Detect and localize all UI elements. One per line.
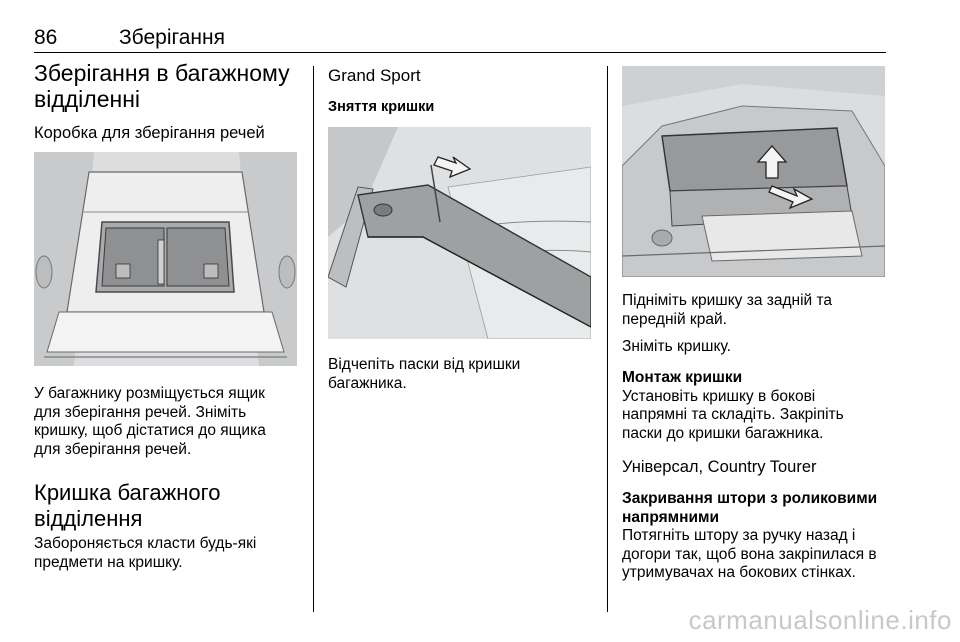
- remove-step: Зніміть кришку.: [622, 338, 731, 355]
- lift-paragraph: Підніміть кришку за задній та передній край.: [622, 292, 833, 328]
- watermark: carmanualsonline.info: [688, 605, 952, 635]
- wagon-title: Універсал, Country Tourer: [622, 458, 817, 476]
- install-paragraph: Установіть кришку в бокові напрямні та складіть. Закріпіть паски до кришки багажника.: [622, 387, 844, 442]
- strap-paragraph: Відчепіть паски від кришки багажника.: [328, 356, 521, 392]
- section-title-cover: Кришка багажного відділення: [34, 480, 221, 531]
- model-title: Grand Sport: [328, 66, 421, 85]
- figure-cover-lift: [622, 66, 885, 277]
- column-2: [328, 66, 598, 117]
- figure-storage-box: [34, 152, 297, 366]
- column-divider-1: [313, 66, 314, 612]
- column-2-lower: [328, 356, 598, 393]
- page-header: [34, 22, 886, 53]
- column-1: [34, 60, 302, 143]
- page-number: 86: [34, 26, 58, 49]
- figure-cover-strap: [328, 127, 591, 339]
- column-1-lower: [34, 385, 302, 572]
- removal-title: Зняття кришки: [328, 99, 435, 115]
- column-divider-2: [607, 66, 608, 612]
- blind-paragraph: Потягніть штору за ручку назад і догори так, щоб вона закріпилася в утримувачах на бокових стінках.: [622, 527, 877, 581]
- cover-paragraph: Забороняється класти будь-які предмети на кришку.: [34, 535, 257, 571]
- subsection-title: Коробка для зберігання речей: [34, 124, 265, 142]
- blind-title: Закривання штори з роликовими напрямними: [622, 490, 878, 526]
- running-title: Зберігання: [119, 26, 225, 49]
- column-3: [622, 292, 892, 583]
- section-title: Зберігання в багажному відділенні: [34, 60, 290, 112]
- storage-box-paragraph: У багажнику розміщується ящик для зберігання речей. Зніміть кришку, щоб дістатися до ящика для зберігання речей.: [34, 385, 266, 458]
- install-title: Монтаж кришки: [622, 368, 743, 386]
